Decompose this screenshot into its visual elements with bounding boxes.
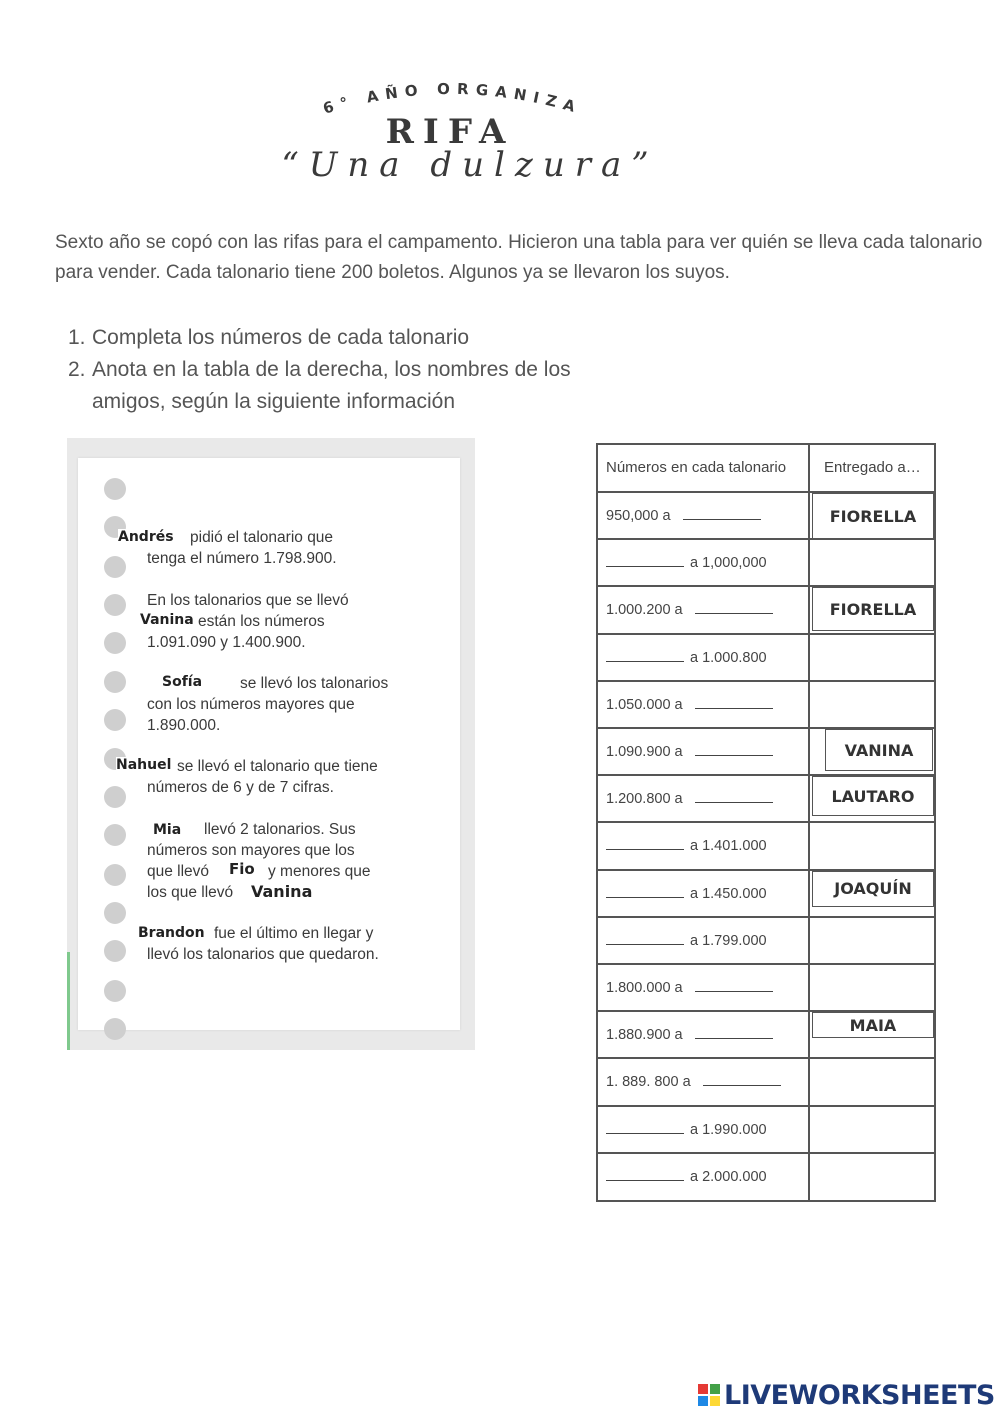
- logo-text: LIVEWORKSHEETS: [724, 1379, 995, 1411]
- talonario-range: [606, 1073, 781, 1090]
- blank-input[interactable]: [606, 1168, 684, 1181]
- talonario-range: [606, 1168, 767, 1185]
- delivered-answer-box[interactable]: FIORELLA: [812, 493, 934, 539]
- clue-text: números son mayores que los: [147, 842, 355, 859]
- talonario-range: [606, 601, 773, 618]
- instruction-number: 2.: [68, 358, 86, 381]
- table-row-line: [598, 1057, 934, 1059]
- talonario-range: [606, 1026, 773, 1043]
- delivered-answer-box[interactable]: JOAQUÍN: [812, 871, 934, 907]
- blank-input[interactable]: [695, 696, 773, 709]
- range-end-text: a 1.450.000: [690, 885, 767, 902]
- table-row-line: [598, 1105, 934, 1107]
- logo-square: [710, 1396, 720, 1406]
- range-start-text: 1. 889. 800 a: [606, 1074, 691, 1091]
- clue-text: tenga el número 1.798.900.: [147, 550, 337, 567]
- table-row-line: [598, 916, 934, 918]
- range-start-text: 1.050.000 a: [606, 696, 683, 713]
- talonario-range: [606, 979, 773, 996]
- logo-squares-icon: [698, 1384, 720, 1406]
- table-row-line: [598, 1152, 934, 1154]
- logo-square: [698, 1384, 708, 1394]
- range-end-text: a 1.401.000: [690, 838, 767, 855]
- blank-input[interactable]: [703, 1073, 781, 1086]
- range-end-text: a 2.000.000: [690, 1168, 767, 1185]
- delivered-answer-box[interactable]: VANINA: [825, 729, 933, 771]
- clue-text: 1.890.000.: [147, 717, 221, 734]
- instruction-item: [68, 354, 598, 418]
- clue-text: y menores que: [268, 863, 371, 880]
- blank-input[interactable]: [695, 790, 773, 803]
- ring-hole: [104, 940, 126, 962]
- page-title: RIFA: [385, 112, 515, 152]
- answer-fio[interactable]: Fio: [229, 860, 255, 878]
- range-end-text: a 1,000,000: [690, 555, 767, 572]
- talonario-table: [596, 443, 936, 1202]
- ring-hole: [104, 594, 126, 616]
- blank-input[interactable]: [695, 601, 773, 614]
- talonario-range: [606, 885, 767, 902]
- answer-andres[interactable]: Andrés: [118, 529, 174, 545]
- range-end-text: a 1.000.800: [690, 649, 767, 666]
- talonario-range: [606, 649, 767, 666]
- clue-text: están los números: [198, 613, 325, 630]
- logo-square: [710, 1384, 720, 1394]
- clue-text: los que llevó: [147, 884, 234, 901]
- talonario-range: [606, 790, 773, 807]
- logo-square: [698, 1396, 708, 1406]
- blank-input[interactable]: [606, 885, 684, 898]
- range-end-text: a 1.990.000: [690, 1121, 767, 1138]
- instruction-number: 1.: [68, 326, 86, 349]
- answer-mia[interactable]: Mia: [153, 822, 182, 838]
- clue-text: pidió el talonario que: [190, 529, 334, 546]
- answer-vanina[interactable]: Vanina: [140, 612, 194, 628]
- talonario-range: [606, 554, 767, 571]
- notebook-edge: [67, 952, 70, 1050]
- talonario-range: [606, 1121, 767, 1138]
- intro-paragraph: Sexto año se copó con las rifas para el campamento. Hicieron una tabla para ver quién se lleva cada talonario para vender. Cada talonario tiene 200 boletos. Algunos ya se llevaron los suyos.: [55, 232, 983, 283]
- ring-hole: [104, 671, 126, 693]
- blank-input[interactable]: [606, 932, 684, 945]
- clue-text: llevó 2 talonarios. Sus: [204, 821, 356, 838]
- clue-text: con los números mayores que: [147, 696, 355, 713]
- range-start-text: 1.880.900 a: [606, 1027, 683, 1044]
- clue-text: que llevó: [147, 863, 210, 880]
- blank-input[interactable]: [695, 979, 773, 992]
- delivered-answer-box[interactable]: LAUTARO: [812, 776, 934, 816]
- talonario-range: [606, 507, 761, 524]
- blank-input[interactable]: [695, 1026, 773, 1039]
- ring-hole: [104, 709, 126, 731]
- range-start-text: 1.090.900 a: [606, 744, 683, 760]
- clue-text: En los talonarios que se llevó: [147, 592, 349, 609]
- answer-nahuel[interactable]: Nahuel: [116, 757, 172, 773]
- talonario-range: [606, 696, 773, 713]
- blank-input[interactable]: [606, 649, 684, 662]
- range-start-text: 950,000 a: [606, 508, 671, 524]
- table-row-line: [598, 821, 934, 823]
- talonario-range: [606, 743, 773, 760]
- talonario-range: [606, 932, 767, 949]
- table-row-line: [598, 633, 934, 635]
- clue-text: se llevó el talonario que tiene: [177, 758, 378, 775]
- ring-hole: [104, 556, 126, 578]
- instruction-text: Completa los números de cada talonario: [92, 326, 470, 349]
- ring-hole: [104, 902, 126, 924]
- blank-input[interactable]: [606, 1121, 684, 1134]
- range-start-text: 1.000.200 a: [606, 602, 683, 619]
- blank-input[interactable]: [606, 554, 684, 567]
- ring-hole: [104, 1018, 126, 1040]
- range-start-text: 1.800.000 a: [606, 980, 683, 996]
- answer-vanina-2[interactable]: Vanina: [251, 882, 313, 901]
- instruction-item: [68, 322, 598, 354]
- answer-sofia[interactable]: Sofía: [162, 674, 203, 690]
- table-header-delivered: Entregado a…: [824, 459, 921, 476]
- clue-text: fue el último en llegar y: [214, 925, 374, 942]
- instruction-text: Anota en la tabla de la derecha, los nombres de los amigos, según la siguiente información: [92, 358, 571, 413]
- clue-text: llevó los talonarios que quedaron.: [147, 946, 379, 963]
- page-subtitle: “Una dulzura”: [281, 145, 659, 185]
- ring-hole: [104, 632, 126, 654]
- ring-hole: [104, 980, 126, 1002]
- blank-input[interactable]: [606, 837, 684, 850]
- blank-input[interactable]: [683, 507, 761, 520]
- ring-hole: [104, 786, 126, 808]
- ring-hole: [104, 864, 126, 886]
- liveworksheets-logo: [698, 1378, 995, 1412]
- ring-hole: [104, 824, 126, 846]
- range-end-text: a 1.799.000: [690, 932, 767, 949]
- clue-text: 1.091.090 y 1.400.900.: [147, 634, 306, 651]
- clue-text: se llevó los talonarios: [240, 675, 389, 692]
- table-row-line: [598, 680, 934, 682]
- blank-input[interactable]: [695, 743, 773, 756]
- answer-brandon[interactable]: Brandon: [138, 925, 205, 941]
- clue-text: números de 6 y de 7 cifras.: [147, 779, 334, 796]
- instruction-list: [68, 322, 598, 418]
- delivered-answer-box[interactable]: FIORELLA: [812, 587, 934, 631]
- delivered-answer-box[interactable]: MAIA: [812, 1012, 934, 1038]
- talonario-range: [606, 837, 767, 854]
- ring-hole: [104, 478, 126, 500]
- range-start-text: 1.200.800 a: [606, 791, 683, 808]
- arc-heading-text: 6° AÑO ORGANIZA: [320, 79, 584, 118]
- table-row-line: [598, 963, 934, 965]
- table-header-numbers: Números en cada talonario: [606, 459, 787, 476]
